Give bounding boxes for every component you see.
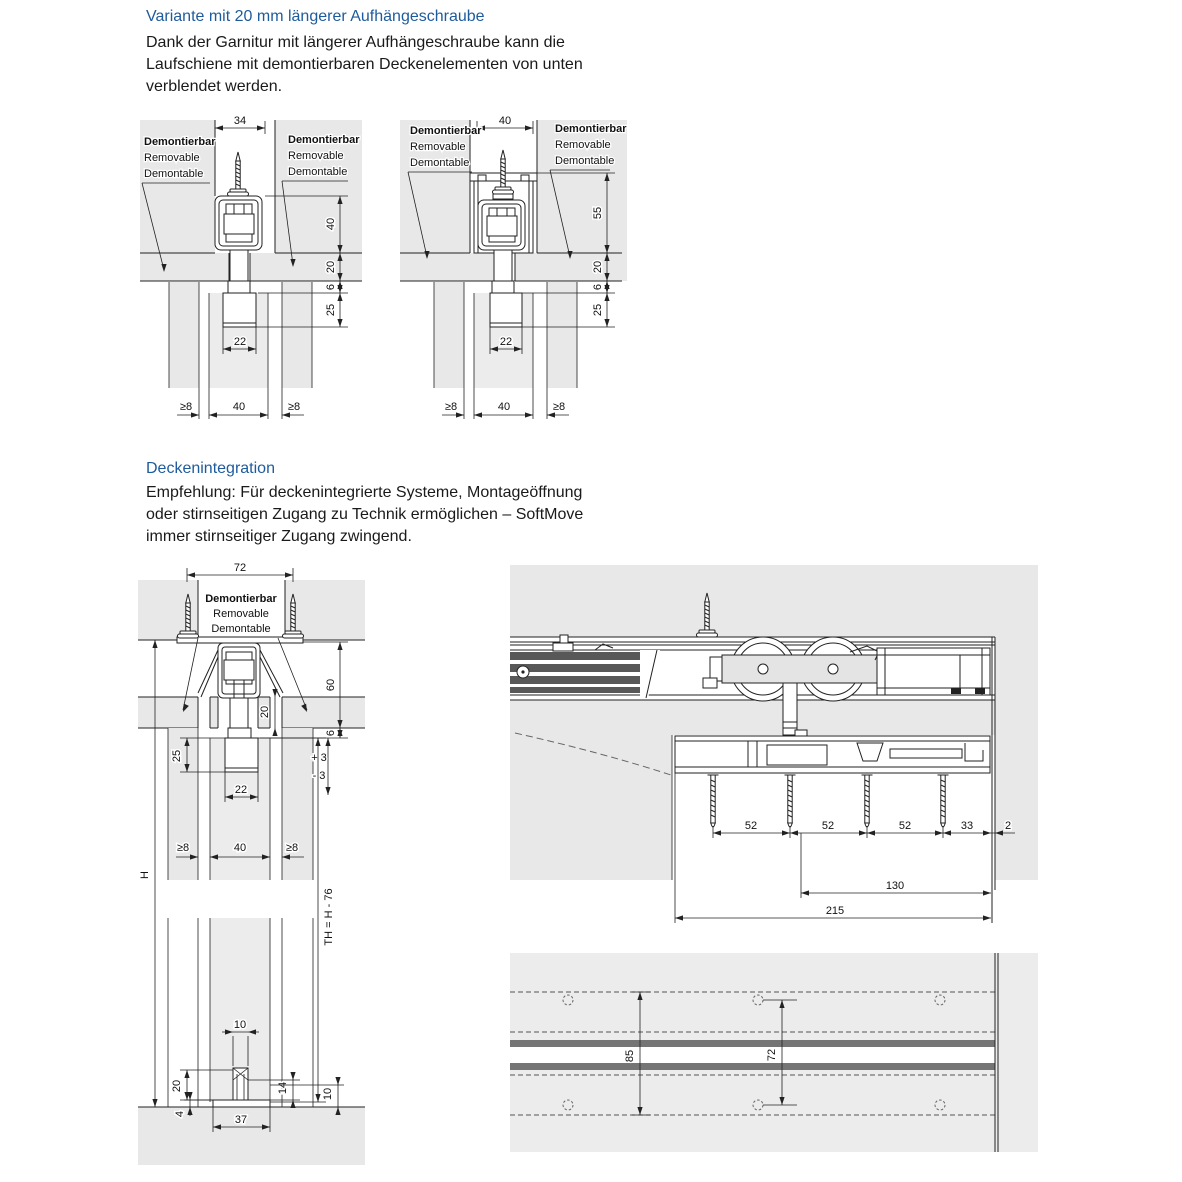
- track-slot: [510, 1040, 995, 1070]
- section1-body: [146, 32, 666, 98]
- fixing-screw-icon: [862, 775, 873, 827]
- trolley-housing: [215, 196, 262, 250]
- body-line: Laufschiene mit demontierbaren Deckenelementen von unten: [146, 56, 583, 73]
- dim-hole-spacing: 72: [766, 1048, 778, 1062]
- svg-text:Demontable: Demontable: [288, 166, 348, 178]
- figure-full-height-section: [138, 560, 373, 1165]
- dim-floor-recess: 4: [174, 1110, 186, 1118]
- cladding-band: [138, 697, 365, 728]
- dim-130: 130: [885, 880, 905, 892]
- dim-min-right: ≥8: [285, 842, 299, 854]
- section2-body: [146, 482, 666, 548]
- dim-adjust-plus: + 3: [311, 752, 327, 764]
- dim-adjust-minus: - 3: [312, 770, 326, 782]
- dim-guide-pin: 14: [277, 1081, 289, 1095]
- section2-title: Deckenintegration: [146, 460, 275, 477]
- dim-door-height: TH = H - 76: [323, 888, 335, 946]
- suspension-washer: [493, 194, 513, 199]
- hanger-bolt: [783, 683, 797, 735]
- dim-room-height: H: [139, 871, 151, 879]
- dim-wall-gap: 2: [1004, 820, 1012, 832]
- dim-gap: 6: [592, 283, 604, 291]
- dim-guide-left: 20: [171, 1079, 183, 1093]
- svg-text:Demontable: Demontable: [144, 168, 204, 180]
- dim-screw-spacing: 52: [898, 820, 912, 832]
- dim-screw-spacing: 52: [821, 820, 835, 832]
- dim-min-left: ≥8: [176, 842, 190, 854]
- svg-text:Demontierbar: Demontierbar: [205, 593, 277, 605]
- svg-text:Demontierbar: Demontierbar: [144, 136, 216, 148]
- door-top-profile: [223, 293, 256, 327]
- dim-min-right: ≥8: [552, 401, 566, 413]
- dim-min-right: ≥8: [287, 401, 301, 413]
- figure-plan-view: [505, 948, 1050, 1160]
- dim-top-width: 40: [498, 115, 512, 127]
- dim-opening-width: 85: [624, 1049, 636, 1063]
- dim-profile-width: 22: [499, 336, 513, 348]
- body-line: immer stirnseitiger Zugang zwingend.: [146, 528, 412, 545]
- floor: [138, 1107, 365, 1165]
- dim-profile: 25: [592, 303, 604, 317]
- dim-guide-top: 10: [233, 1019, 247, 1031]
- dim-rail-height: 40: [325, 217, 337, 231]
- dim-profile-width: 22: [233, 336, 247, 348]
- svg-text:Removable: Removable: [288, 150, 344, 162]
- dim-profile: 25: [171, 749, 183, 763]
- body-line: Empfehlung: Für deckenintegrierte Systeme, Montageöffnung: [146, 484, 583, 501]
- figure-side-view: [505, 560, 1050, 940]
- hanging-screw-icon: [228, 152, 249, 196]
- dim-min-left: ≥8: [179, 401, 193, 413]
- svg-text:Demontierbar: Demontierbar: [288, 134, 360, 146]
- dim-guide-right: 10: [322, 1087, 334, 1101]
- svg-text:Demontable: Demontable: [211, 623, 271, 635]
- body-line: verblendet werden.: [146, 78, 283, 95]
- dim-rail-height: 55: [592, 206, 604, 220]
- svg-text:Demontierbar: Demontierbar: [555, 123, 627, 135]
- fixing-screw-icon: [938, 775, 949, 827]
- svg-text:Demontierbar: Demontierbar: [410, 125, 482, 137]
- fixing-screw-icon: [785, 775, 796, 827]
- svg-text:Removable: Removable: [410, 141, 466, 153]
- dim-door: 40: [497, 401, 511, 413]
- hanger-bolt: [492, 250, 514, 293]
- figure-variant-34: [140, 112, 400, 445]
- door-top-profile: [490, 293, 522, 327]
- dim-rail-height: 60: [325, 678, 337, 692]
- trolley-housing: [478, 200, 525, 250]
- dim-profile: 25: [325, 303, 337, 317]
- svg-text:Removable: Removable: [213, 608, 269, 620]
- fixing-screw-icon: [708, 775, 719, 827]
- dim-profile-width: 22: [234, 784, 248, 796]
- dim-ceiling: 20: [325, 260, 337, 274]
- svg-text:Demontable: Demontable: [555, 155, 615, 167]
- dim-screw-spacing: 52: [744, 820, 758, 832]
- hanger-bolt: [228, 698, 251, 738]
- svg-text:Removable: Removable: [144, 152, 200, 164]
- dim-guide-plate: 37: [234, 1114, 248, 1126]
- body-line: Dank der Garnitur mit längerer Aufhängeschraube kann die: [146, 34, 565, 51]
- dim-end-offset: 33: [960, 820, 974, 832]
- section1-title: Variante mit 20 mm längerer Aufhängeschraube: [146, 8, 485, 25]
- track-end-block: [877, 648, 990, 695]
- dim-top-width: 72: [233, 562, 247, 574]
- hanger-bolt: [228, 250, 250, 293]
- dim-door: 40: [233, 842, 247, 854]
- svg-text:Removable: Removable: [555, 139, 611, 151]
- dim-215: 215: [825, 905, 845, 917]
- figure-variant-40: [400, 112, 660, 445]
- door-top-profile-side: [675, 730, 990, 773]
- dim-min-left: ≥8: [444, 401, 458, 413]
- dim-ceiling: 20: [592, 260, 604, 274]
- dimensions: [675, 773, 1015, 923]
- dim-door: 40: [232, 401, 246, 413]
- hanging-screw-icon: [493, 150, 514, 194]
- dim-gap: 6: [325, 729, 337, 737]
- svg-text:Demontable: Demontable: [410, 157, 470, 169]
- body-line: oder stirnseitigen Zugang zu Technik ermöglichen – SoftMove: [146, 506, 584, 523]
- dim-cladding: 20: [259, 705, 271, 719]
- dim-gap: 6: [325, 283, 337, 291]
- dim-top-width: 34: [233, 115, 247, 127]
- door-top-profile: [225, 738, 258, 772]
